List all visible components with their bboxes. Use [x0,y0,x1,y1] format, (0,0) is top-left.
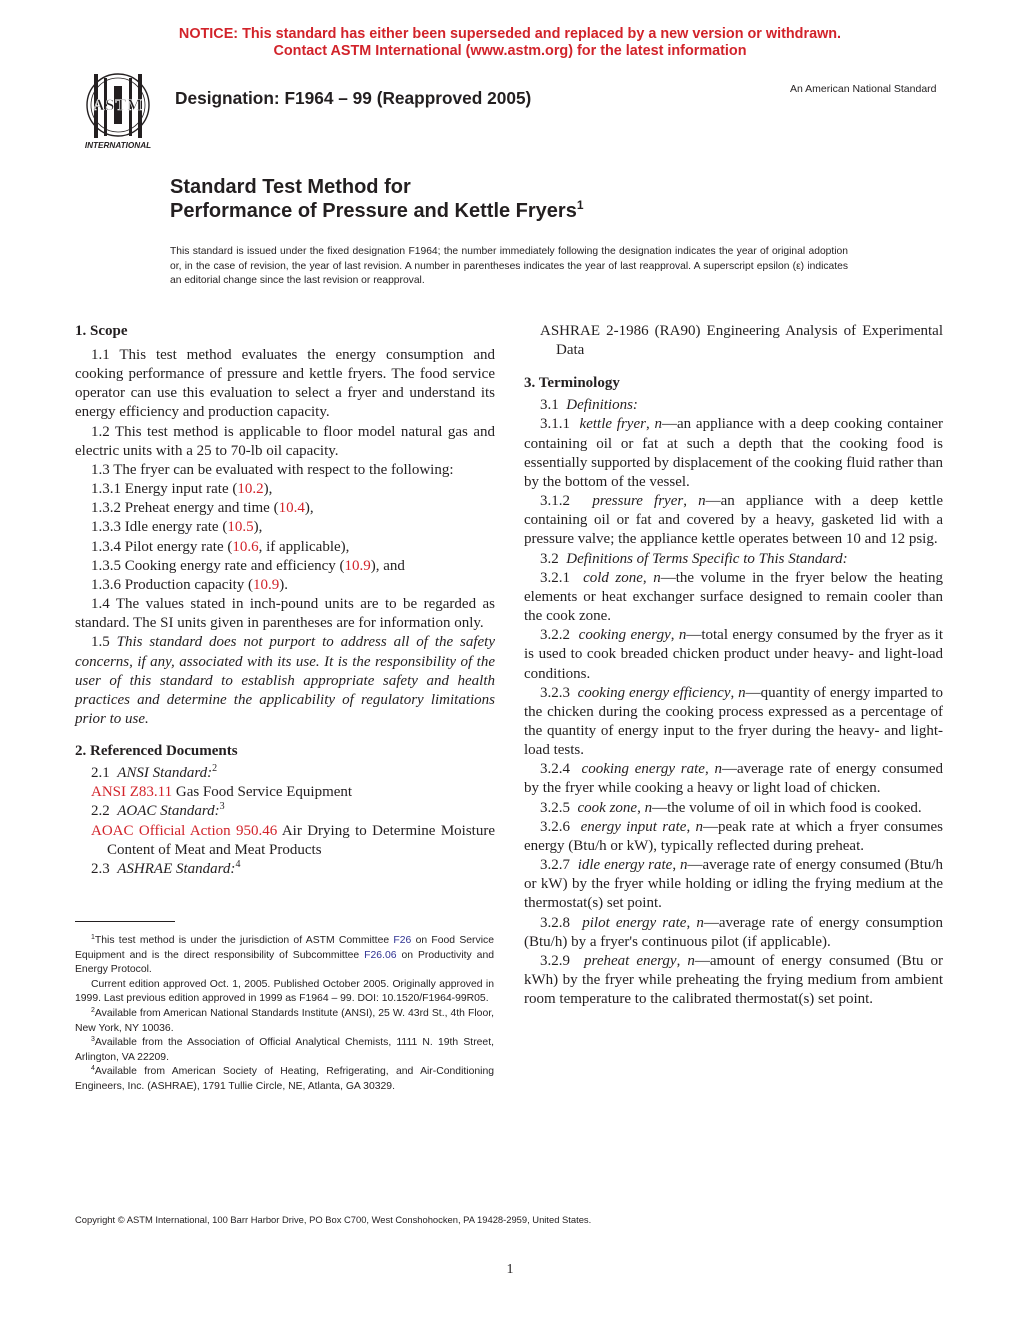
ref-2-2: 2.2 AOAC Standard:$^3$ [91,801,225,820]
para-1-1: 1.1 This test method evaluates the energy consumption and cooking performance of pressure and kettle fryers. The food service operator can use this evaluation to select a fryer and understand its energy efficiency and production capacity. [75,347,495,421]
ansi-link[interactable]: ANSI Z83.11 [91,784,173,801]
footnote-edition: Current edition approved Oct. 1, 2005. Published October 2005. Originally approved in 1999. Last previous edition approved in 1999 as F1964 – 99. DOI: 10.1520/F1964-99R05. [75,978,494,1005]
section-link[interactable]: 10.6 [232,538,259,555]
definition-item: 3.2.6 energy input rate, n—peak rate at which a fryer consumes energy (Btu/h or kW), typically reflected during preheat. [524,818,943,854]
committee-link[interactable]: F26 [393,935,412,946]
designation: Designation: F1964 – 99 (Reapproved 2005) [175,88,532,108]
para-1-4: 1.4 The values stated in inch-pound units are to be regarded as standard. The SI units given in parentheses are for information only. [75,596,495,632]
definition-item: 3.2.2 cooking energy, n—total energy consumed by the fryer as it is used to cook breaded chicken product under heavy- and light-load conditions. [524,627,943,682]
para-1-3: 1.3 The fryer can be evaluated with respect to the following: [91,461,454,478]
copyright-footer: Copyright © ASTM International, 100 Barr Harbor Drive, PO Box C700, West Conshohocken, PA 19428-2959, United States. [75,1214,592,1225]
definition-item: 3.1.2 pressure fryer, n—an appliance with a deep kettle containing oil or fat and covered by a heavy, gasketed lid with a pressure valve; the appliance kettle operates between 10 and 12 psig. [524,493,944,548]
list-item: 1.3.5 Cooking energy rate and efficiency (10.9), and [91,557,405,574]
page-number: 1 [506,1262,514,1277]
definition-item: 3.2.7 idle energy rate, n—average rate of energy consumed (Btu/h or kW) by the fryer while holding or idling the frying medium at the thermostat(s) set point. [524,857,944,912]
definition-item: 3.2.4 cooking energy rate, n—average rate of energy consumed by the fryer while cooking a heavy or light load of chicken. [524,761,943,797]
footnote-divider [75,921,175,922]
definition-item: 3.1.1 kettle fryer, n—an appliance with a deep cooking container containing oil or fat at such a depth that the cooking food is essentially supported by displacement of the cooking fluid rather than by the bottom of the vessel. [524,416,943,490]
section-link[interactable]: 10.9 [253,576,280,593]
definition-item: 3.2.9 preheat energy, n—amount of energy consumed (Btu or kWh) by the fryer while preheating the frying medium from ambient room temperature to the calibrated thermostat(s) set point. [524,952,943,1008]
list-item: 1.3.6 Production capacity (10.9). [91,576,289,593]
section-heading-referenced-documents: 2. Referenced Documents [75,743,238,760]
section-link[interactable]: 10.5 [227,519,254,536]
definition-item: 3.2.8 pilot energy rate, n—average rate of energy consumption (Btu/h) by a fryer's continuous pilot (if applicable). [524,914,944,950]
title-line-2: Performance of Pressure and Kettle Fryers$^1$ [170,198,584,222]
list-item: 1.3.1 Energy input rate (10.2), [91,481,273,498]
section-link[interactable]: 10.4 [278,500,305,517]
definition-item: 3.2.5 cook zone, n—the volume of oil in which food is cooked. [540,799,922,816]
notice-line-1: NOTICE: This standard has either been superseded and replaced by a new version or withdrawn. [178,26,842,42]
ref-aoac: AOAC Official Action 950.46 Air Drying to Determine Moisture Content of Meat and Meat Products [91,822,496,858]
list-item: 1.3.3 Idle energy rate (10.5), [91,519,263,536]
definition-item: 3.2.3 cooking energy efficiency, n—quantity of energy imparted to the chicken during the cooking process expressed as a percentage of the quantity of energy input to the fryer during the heavy- and light-load tests. [524,684,944,759]
ref-ansi-z83: ANSI Z83.11 Gas Food Service Equipment [91,784,353,801]
scope-item-list [75,480,495,595]
astm-logo [74,72,162,154]
logo-subtext: INTERNATIONAL [84,141,152,150]
american-national-standard: An American National Standard [790,83,937,95]
footnotes [75,934,494,1095]
ref-2-3: 2.3 ASHRAE Standard:$^4$ [91,858,241,877]
definition-item: 3.2.1 cold zone, n—the volume in the fryer below the heating elements or heat exchanger surface designed to remain cooler than the cook zone. [524,569,943,625]
footnote-1: $^1$This test method is under the jurisdiction of ASTM Committee F26 on Food Service Equipment and is the direct responsibility of Subcommittee F26.06 on Productivity and Energy Protocol. [75,934,494,976]
ref-2-1: 2.1 ANSI Standard:$^2$ [91,763,218,782]
title-line-1: Standard Test Method for [170,176,411,198]
notice-line-2: Contact ASTM International (www.astm.org) for the latest information [273,43,747,59]
document-title [170,175,584,223]
aoac-link[interactable]: AOAC Official Action 950.46 [91,822,278,839]
footnote-3: $^3$Available from the Association of Official Analytical Chemists, 1111 N. 19th Street, Arlington, VA 22209. [75,1036,494,1063]
para-1-2: 1.2 This test method is applicable to floor model natural gas and electric units with a 25 to 70-lb oil capacity. [75,423,495,459]
title-footnote-mark: 1 [576,198,584,212]
def-3-2: 3.2 Definitions of Terms Specific to This Standard: [540,550,848,567]
section-heading-scope: 1. Scope [75,323,128,339]
footnote-2: $^2$Available from American National Standards Institute (ANSI), 25 W. 43rd St., 4th Floor, New York, NY 10036. [75,1006,494,1034]
para-1-5: 1.5 This standard does not purport to address all of the safety concerns, if any, associated with its use. It is the responsibility of the user of this standard to establish appropriate safety and health practices and determine the applicability of regulatory limitations prior to use. [75,634,496,727]
right-column [524,322,943,1009]
footnote-4: $^4$Available from American Society of Heating, Refrigerating, and Air-Conditioning Engineers, Inc. (ASHRAE), 1791 Tullie Circle, NE, Atlanta, GA 30329. [75,1065,494,1092]
left-column [75,322,495,879]
issued-note: This standard is issued under the fixed designation F1964; the number immediately following the designation indicates the year of original adoption or, in the case of revision, the year of last revision. A number in parentheses indicates the year of last reapproval. A superscript epsilon (ε) indicates an editorial change since the last revision or reapproval. [170,246,848,286]
ref-ashrae: ASHRAE 2-1986 (RA90) Engineering Analysis of Experimental Data [540,323,943,359]
list-item: 1.3.2 Preheat energy and time (10.4), [91,500,314,517]
subcommittee-link[interactable]: F26.06 [364,949,397,961]
withdrawal-notice [0,26,1020,60]
section-link[interactable]: 10.9 [344,557,371,574]
list-item: 1.3.4 Pilot energy rate (10.6, if applicable), [91,538,350,555]
section-heading-terminology: 3. Terminology [524,375,620,392]
def-3-1: 3.1 Definitions: [540,397,638,414]
section-link[interactable]: 10.2 [237,481,264,498]
logo-text: ASTM [92,97,144,114]
